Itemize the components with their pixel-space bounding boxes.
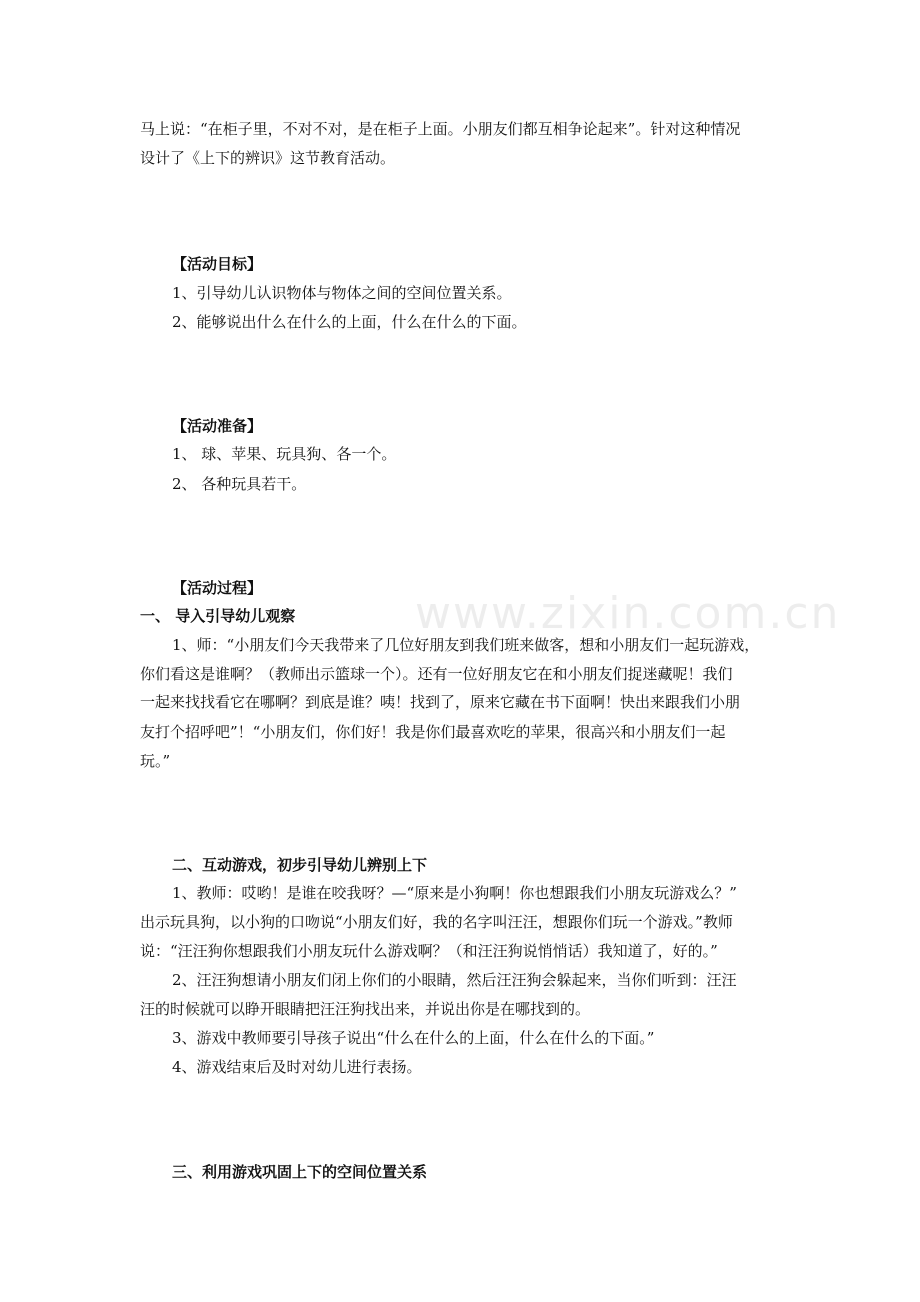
watermark: www.zixin.com.cn [415,588,841,639]
intro-line: 马上说：“在柜子里，不对不对，是在柜子上面。小朋友们都互相争论起来”。针对这种情况 [140,120,741,138]
paragraph-line: 玩。” [140,752,171,770]
goals-item: 1、引导幼儿认识物体与物体之间的空间位置关系。 [172,284,512,302]
paragraph-line: 3、游戏中教师要引导孩子说出“什么在什么的上面，什么在什么的下面。” [172,1029,655,1047]
process-heading: 【活动过程】 [172,579,263,597]
goals-item: 2、能够说出什么在什么的上面，什么在什么的下面。 [172,313,527,331]
paragraph-line: 一起来找找看它在哪啊？到底是谁？咦！找到了，原来它藏在书下面啊！快出来跟我们小朋 [140,693,741,711]
paragraph-line: 说：“汪汪狗你想跟我们小朋友玩什么游戏啊？（和汪汪狗说悄悄话）我知道了，好的。” [140,942,718,960]
section-title: 二、互动游戏，初步引导幼儿辨别上下 [172,856,428,874]
goals-heading: 【活动目标】 [172,255,263,273]
paragraph-line: 你们看这是谁啊？（教师出示篮球一个）。还有一位好朋友它在和小朋友们捉迷藏呢！我们 [140,665,733,683]
preparation-heading: 【活动准备】 [172,417,263,435]
paragraph-line: 汪的时候就可以睁开眼睛把汪汪狗找出来，并说出你是在哪找到的。 [140,1000,591,1018]
preparation-item: 2、 各种玩具若干。 [172,475,307,493]
paragraph-line: 出示玩具狗，以小狗的口吻说“小朋友们好，我的名字叫汪汪，想跟你们玩一个游戏。”教师 [140,913,733,931]
paragraph-line: 1、教师：哎哟！是谁在咬我呀？—“原来是小狗啊！你也想跟我们小朋友玩游戏么？” [172,884,737,902]
paragraph-line: 4、游戏结束后及时对幼儿进行表扬。 [172,1058,422,1076]
section-title: 三、利用游戏巩固上下的空间位置关系 [172,1163,428,1181]
section-title: 一、 导入引导幼儿观察 [140,607,296,625]
preparation-item: 1、 球、苹果、玩具狗、各一个。 [172,445,397,463]
paragraph-line: 2、汪汪狗想请小朋友们闭上你们的小眼睛，然后汪汪狗会躲起来，当你们听到：汪汪 [172,971,737,989]
paragraph-line: 友打个招呼吧”！“小朋友们，你们好！我是你们最喜欢吃的苹果，很高兴和小朋友们一起 [140,723,726,741]
intro-line: 设计了《上下的辨识》这节教育活动。 [140,149,396,167]
paragraph-line: 1、师：“小朋友们今天我带来了几位好朋友到我们班来做客，想和小朋友们一起玩游戏， [172,636,760,654]
